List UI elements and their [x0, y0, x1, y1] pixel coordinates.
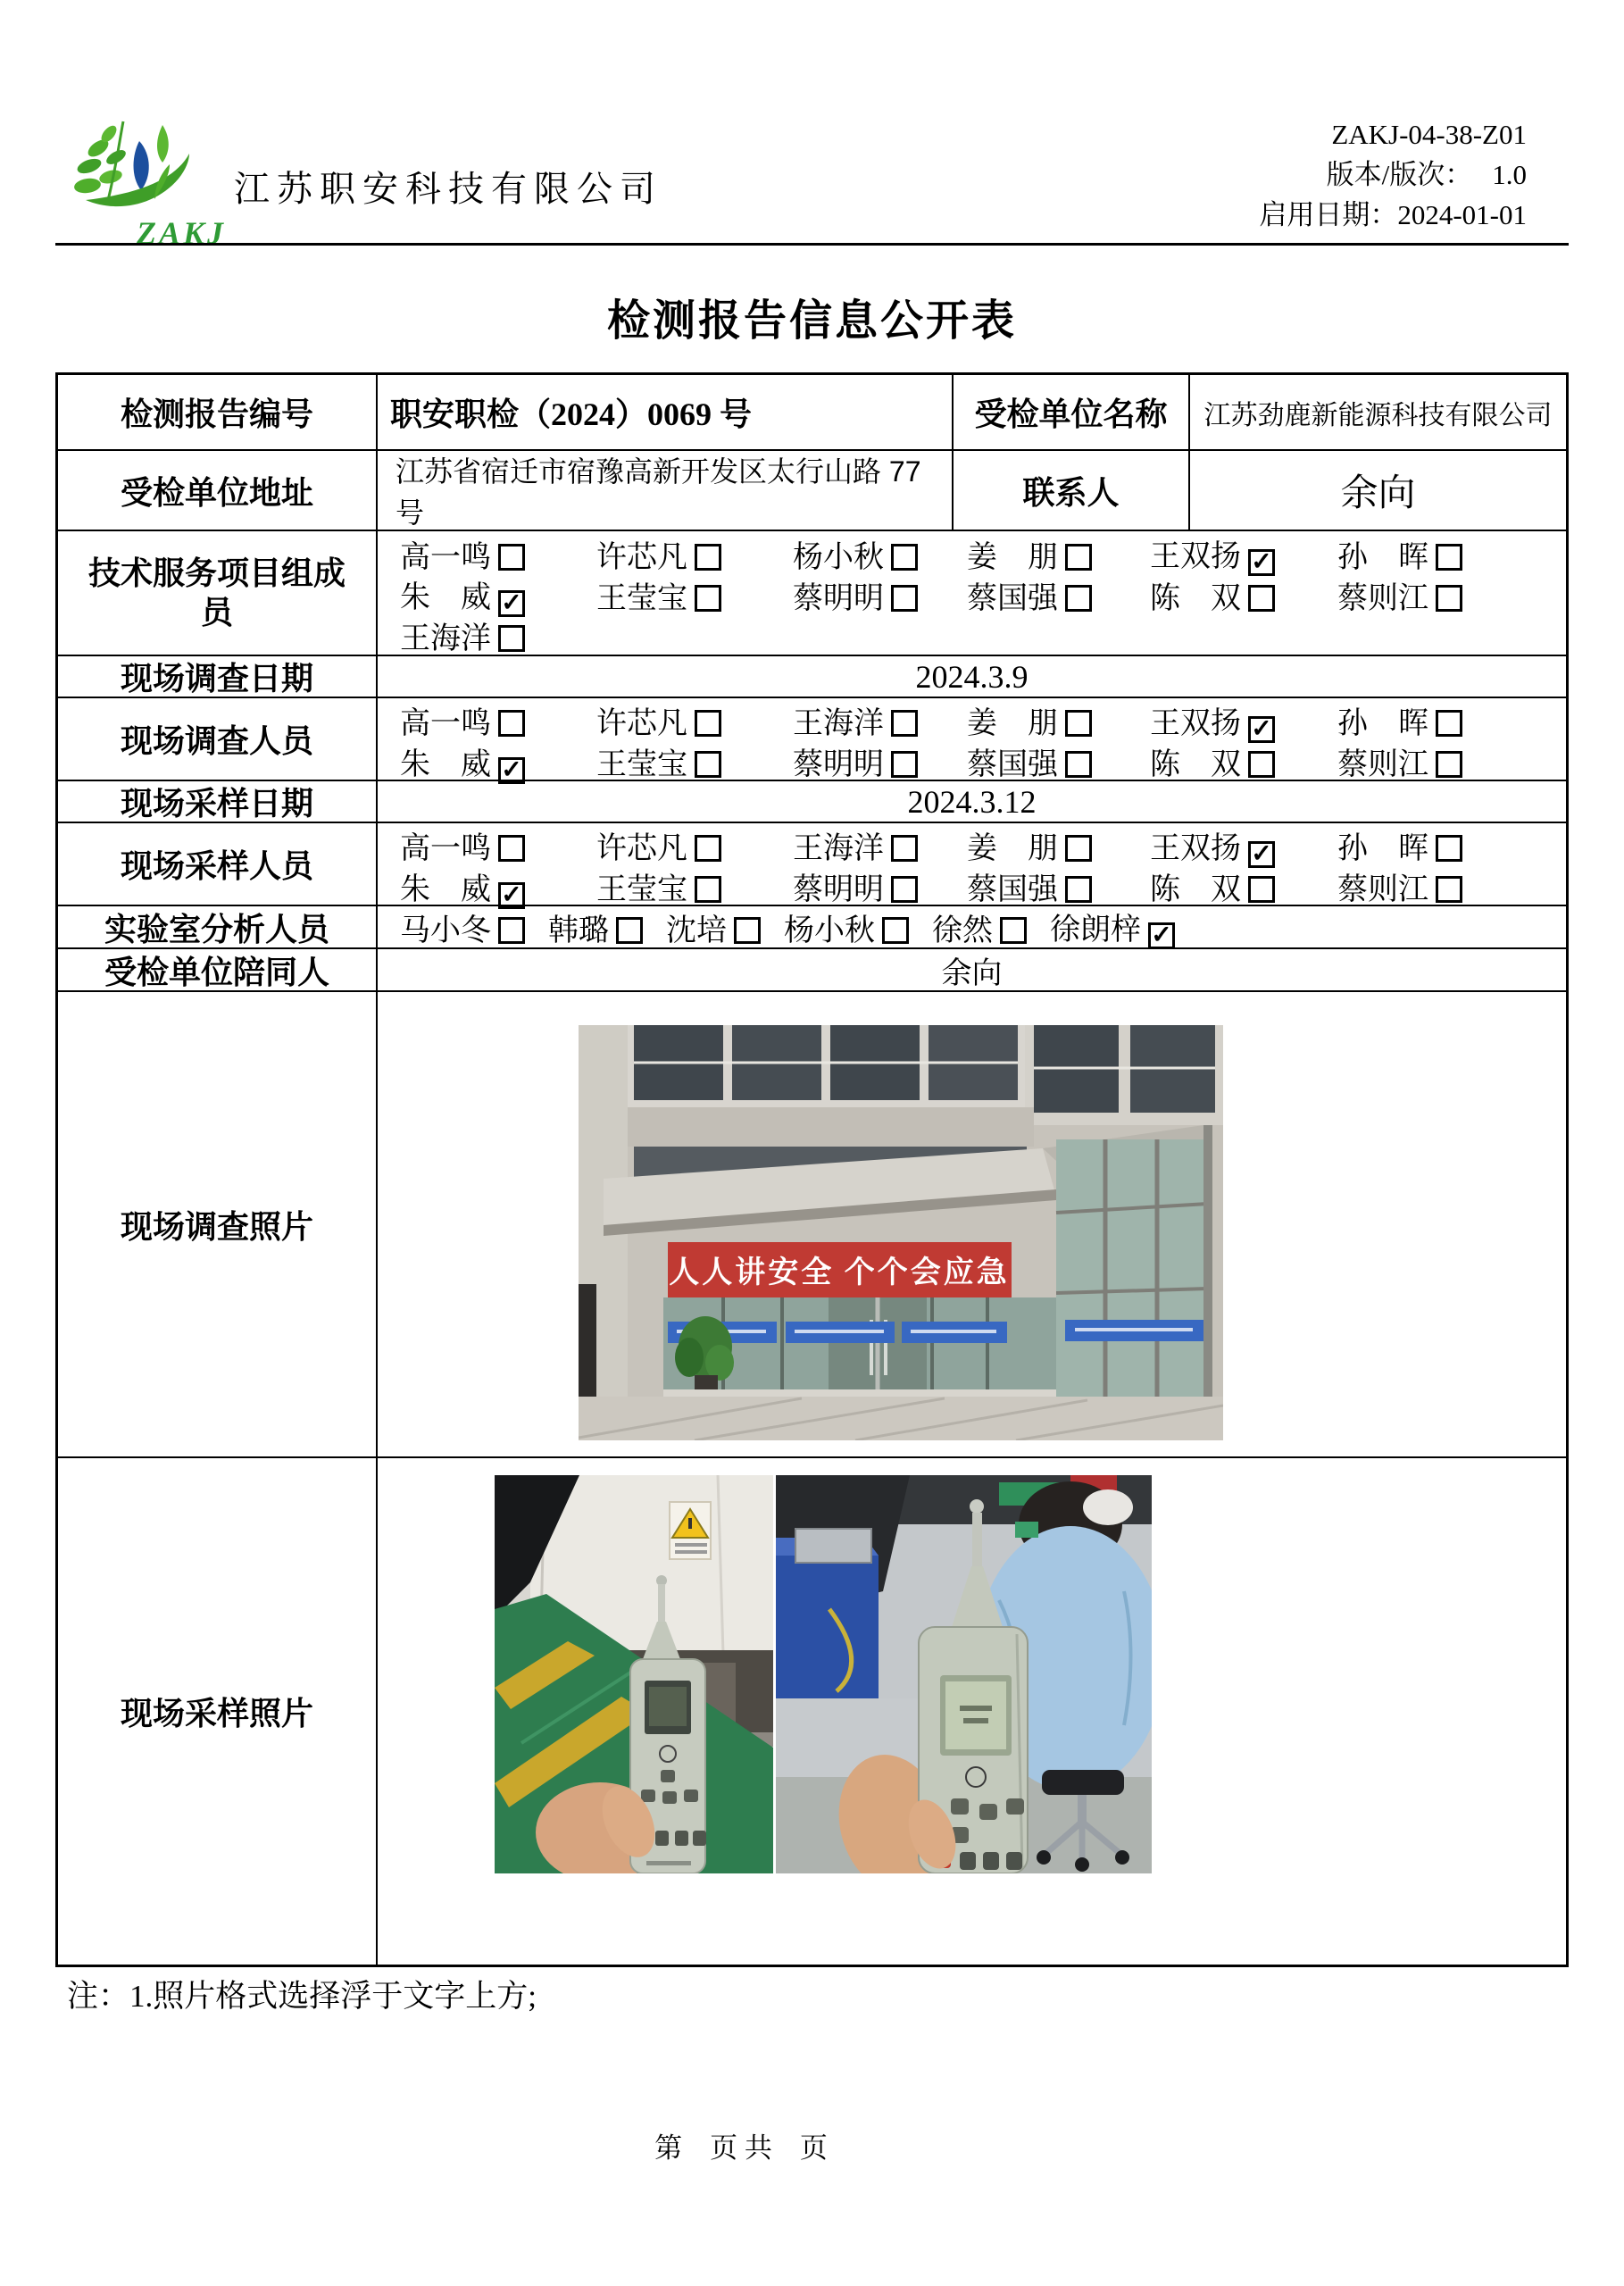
- pavement: [579, 1389, 1223, 1440]
- accompany-label: 受检单位陪同人: [58, 949, 378, 990]
- personnel-name: 王莹宝: [596, 748, 687, 781]
- accompany-value: 余向: [941, 956, 1003, 990]
- personnel-option: [1337, 532, 1566, 576]
- team-members: [378, 531, 1566, 655]
- personnel-name: 王莹宝: [596, 873, 687, 906]
- personnel-name: 孙 晖: [1337, 832, 1428, 865]
- checkbox-checked: ✓: [498, 757, 525, 784]
- personnel-option: [967, 698, 1150, 742]
- survey-photo-cell: [378, 992, 1566, 1456]
- table-row-survey-photo: [58, 990, 1566, 1456]
- personnel-name: 蔡明明: [793, 581, 884, 615]
- table-row-lab-staff: [58, 905, 1566, 947]
- company-name: 江苏职安科技有限公司: [234, 169, 662, 209]
- personnel-name: 杨小秋: [784, 914, 875, 947]
- personnel-name: 沈培: [666, 914, 727, 947]
- checkbox-unchecked: [498, 625, 525, 652]
- personnel-option: [400, 572, 596, 617]
- sampling-photo-cell: [378, 1458, 1566, 1965]
- personnel-option: [1337, 864, 1566, 908]
- personnel-name: 徐朗梓: [1050, 914, 1141, 947]
- version-value: 1.0: [1492, 159, 1527, 190]
- checkbox-unchecked: [498, 710, 525, 737]
- doc-version-line: [982, 154, 1527, 195]
- checkbox-unchecked: [1436, 876, 1462, 903]
- personnel-option: [1150, 823, 1337, 868]
- personnel-line: [378, 698, 1566, 743]
- checkbox-unchecked: [695, 835, 721, 862]
- doc-date-line: [982, 195, 1527, 235]
- personnel-name: 王莹宝: [596, 581, 687, 615]
- personnel-option: [793, 698, 967, 742]
- checkbox-unchecked: [1065, 544, 1092, 571]
- document-codes: [982, 114, 1527, 235]
- personnel-name: 王海洋: [793, 707, 884, 740]
- report-no-value: 职安职检（2024）0069 号: [378, 375, 954, 449]
- person-silhouette: [579, 1284, 596, 1409]
- personnel-name: 朱 威: [400, 581, 491, 614]
- table-row-sampling-staff: [58, 822, 1566, 909]
- personnel-option: [400, 905, 525, 949]
- checkbox-unchecked: [695, 710, 721, 737]
- checkbox-unchecked: [1248, 751, 1275, 778]
- checkbox-unchecked: [1065, 710, 1092, 737]
- personnel-name: 陈 双: [1150, 748, 1241, 781]
- checkbox-checked: ✓: [1248, 841, 1275, 868]
- personnel-name: 韩璐: [548, 914, 609, 947]
- sampling-photo-label: 现场采样照片: [58, 1458, 378, 1965]
- checkbox-unchecked: [1000, 917, 1027, 944]
- personnel-option: [400, 864, 596, 909]
- report-no-label: 检测报告编号: [58, 375, 378, 449]
- contact-value: 余向: [1340, 473, 1416, 514]
- table-row-survey-staff: [58, 697, 1566, 784]
- personnel-name: 姜 朋: [967, 832, 1058, 865]
- checkbox-unchecked: [891, 751, 918, 778]
- checkbox-checked: ✓: [1248, 549, 1275, 576]
- personnel-name: 姜 朋: [967, 707, 1058, 740]
- company-logo: [70, 114, 235, 221]
- checkbox-unchecked: [1436, 585, 1462, 612]
- personnel-name: 马小冬: [400, 914, 491, 947]
- report-info-table: [55, 372, 1569, 1967]
- personnel-option: [596, 573, 793, 617]
- checkbox-unchecked: [695, 876, 721, 903]
- personnel-name: 朱 威: [400, 872, 491, 906]
- table-row-sampling-photo: [58, 1456, 1566, 1965]
- personnel-name: 许芯凡: [596, 540, 687, 574]
- personnel-option: [967, 573, 1150, 617]
- survey-date-value: 2024.3.9: [915, 658, 1029, 695]
- page-title: 检测报告信息公开表: [606, 297, 1017, 345]
- blue-machine: [776, 1529, 879, 1698]
- personnel-option: [967, 739, 1150, 783]
- survey-photo-label: 现场调查照片: [58, 992, 378, 1456]
- table-row-team: [58, 530, 1566, 655]
- personnel-option: [932, 905, 1027, 949]
- glass-annex: [1043, 1125, 1212, 1398]
- personnel-option: [967, 532, 1150, 576]
- survey-staff-label: 现场调查人员: [58, 698, 378, 780]
- safety-banner: [668, 1242, 1012, 1297]
- checkbox-unchecked: [498, 544, 525, 571]
- personnel-option: [793, 864, 967, 908]
- checkbox-unchecked: [498, 917, 525, 944]
- personnel-option: [1337, 573, 1566, 617]
- personnel-option: [596, 532, 793, 576]
- personnel-name: 许芯凡: [596, 707, 687, 740]
- checkbox-unchecked: [1436, 835, 1462, 862]
- checkbox-unchecked: [882, 917, 909, 944]
- checkbox-unchecked: [734, 917, 761, 944]
- checkbox-unchecked: [1436, 751, 1462, 778]
- doc-code: ZAKJ-04-38-Z01: [1331, 119, 1527, 150]
- personnel-name: 许芯凡: [596, 832, 687, 865]
- checkbox-unchecked: [695, 751, 721, 778]
- personnel-option: [400, 698, 596, 742]
- checkbox-unchecked: [1248, 876, 1275, 903]
- personnel-option: [793, 823, 967, 867]
- sampling-staff-members: [378, 823, 1566, 909]
- personnel-option: [1050, 905, 1175, 949]
- personnel-name: 王双扬: [1150, 540, 1241, 573]
- survey-photo-building-entrance: [579, 1025, 1223, 1440]
- checkbox-unchecked: [1248, 585, 1275, 612]
- personnel-line: [378, 739, 1566, 784]
- personnel-option: [1150, 698, 1337, 743]
- checkbox-unchecked: [891, 544, 918, 571]
- personnel-name: 王海洋: [400, 622, 491, 655]
- personnel-name: 蔡则江: [1337, 581, 1428, 615]
- personnel-option: [1150, 864, 1337, 908]
- personnel-name: 蔡明明: [793, 748, 884, 781]
- personnel-name: 蔡则江: [1337, 748, 1428, 781]
- checkbox-unchecked: [891, 876, 918, 903]
- checkbox-unchecked: [695, 585, 721, 612]
- personnel-name: 高一鸣: [400, 540, 491, 574]
- personnel-name: 蔡国强: [967, 581, 1058, 615]
- personnel-name: 蔡明明: [793, 873, 884, 906]
- personnel-name: 蔡则江: [1337, 873, 1428, 906]
- personnel-option: [967, 823, 1150, 867]
- sampling-date-value: 2024.3.12: [907, 783, 1037, 820]
- checkbox-unchecked: [1065, 585, 1092, 612]
- address-value: 江苏省宿迁市宿豫高新开发区太行山路 77 号: [378, 451, 954, 530]
- checkbox-unchecked: [891, 710, 918, 737]
- checkbox-unchecked: [695, 544, 721, 571]
- personnel-option: [793, 739, 967, 783]
- personnel-name: 朱 威: [400, 747, 491, 781]
- personnel-line: [378, 906, 1566, 947]
- personnel-option: [400, 739, 596, 784]
- personnel-name: 陈 双: [1150, 581, 1241, 615]
- personnel-name: 王双扬: [1150, 706, 1241, 740]
- table-row-sampling-date: [58, 780, 1566, 822]
- checkbox-checked: ✓: [498, 590, 525, 617]
- lab-staff-members: [378, 906, 1566, 947]
- personnel-option: [967, 864, 1150, 908]
- personnel-name: 高一鸣: [400, 832, 491, 865]
- personnel-option: [1337, 823, 1566, 867]
- checkbox-unchecked: [1065, 876, 1092, 903]
- personnel-name: 王海洋: [793, 832, 884, 865]
- checkbox-unchecked: [1065, 751, 1092, 778]
- svg-text:人人讲安全 个个会应急: 人人讲安全 个个会应急: [669, 1256, 1010, 1289]
- date-value: 2024-01-01: [1397, 199, 1527, 230]
- personnel-line: [378, 572, 1566, 617]
- personnel-name: 徐然: [932, 914, 993, 947]
- personnel-option: [666, 905, 761, 949]
- personnel-option: [548, 905, 643, 949]
- checkbox-checked: ✓: [1148, 922, 1175, 949]
- personnel-line: [378, 823, 1566, 868]
- personnel-option: [1337, 739, 1566, 783]
- survey-date-label: 现场调查日期: [58, 656, 378, 697]
- address-label: 受检单位地址: [58, 451, 378, 530]
- checkbox-unchecked: [1436, 544, 1462, 571]
- checkbox-unchecked: [1065, 835, 1092, 862]
- sampling-photo-machine-meter: [495, 1475, 773, 1873]
- personnel-name: 孙 晖: [1337, 707, 1428, 740]
- personnel-name: 姜 朋: [967, 540, 1058, 574]
- unit-name-label: 受检单位名称: [954, 375, 1190, 449]
- table-row-report-no: [58, 375, 1566, 449]
- personnel-name: 蔡国强: [967, 873, 1058, 906]
- personnel-option: [400, 823, 596, 867]
- survey-staff-members: [378, 698, 1566, 784]
- checkbox-unchecked: [1436, 710, 1462, 737]
- footnote: 注：1.照片格式选择浮于文字上方;: [67, 1979, 537, 2014]
- unit-name-value: 江苏劲鹿新能源科技有限公司: [1203, 400, 1553, 430]
- personnel-option: [1337, 698, 1566, 742]
- personnel-option: [1150, 531, 1337, 576]
- personnel-option: [596, 823, 793, 867]
- personnel-name: 杨小秋: [793, 540, 884, 574]
- personnel-option: [784, 905, 909, 949]
- checkbox-checked: ✓: [498, 882, 525, 909]
- door-sign-strips: [668, 1320, 1203, 1343]
- personnel-option: [400, 532, 596, 576]
- personnel-name: 陈 双: [1150, 873, 1241, 906]
- table-row-survey-date: [58, 655, 1566, 697]
- personnel-option: [1150, 739, 1337, 783]
- sampling-date-label: 现场采样日期: [58, 781, 378, 822]
- contact-label: 联系人: [954, 451, 1190, 530]
- table-row-address: [58, 449, 1566, 530]
- team-label: 技术服务项目组成员: [58, 531, 378, 655]
- version-label: 版本/版次：: [1326, 159, 1473, 190]
- personnel-option: [596, 739, 793, 783]
- header-divider: [55, 243, 1569, 246]
- personnel-option: [793, 532, 967, 576]
- personnel-line: [378, 531, 1566, 576]
- personnel-line: [378, 864, 1566, 909]
- personnel-option: [400, 613, 596, 657]
- logo-text: ZAKJ: [136, 215, 226, 251]
- personnel-option: [1150, 573, 1337, 617]
- personnel-name: 王双扬: [1150, 831, 1241, 865]
- personnel-line: [378, 613, 1566, 655]
- lab-staff-label: 实验室分析人员: [58, 906, 378, 947]
- checkbox-unchecked: [891, 585, 918, 612]
- table-row-accompany: [58, 947, 1566, 990]
- personnel-name: 孙 晖: [1337, 540, 1428, 574]
- personnel-option: [793, 573, 967, 617]
- checkbox-unchecked: [616, 917, 643, 944]
- checkbox-checked: ✓: [1248, 716, 1275, 743]
- page-number-line: 第 页 共 页: [654, 2132, 828, 2164]
- date-label: 启用日期：: [1259, 199, 1398, 230]
- logo-graphic: [70, 114, 235, 221]
- checkbox-unchecked: [498, 835, 525, 862]
- sampling-photo-worker-meter: [776, 1475, 1152, 1873]
- personnel-option: [596, 864, 793, 908]
- personnel-name: 蔡国强: [967, 748, 1058, 781]
- personnel-name: 高一鸣: [400, 707, 491, 740]
- checkbox-unchecked: [891, 835, 918, 862]
- sampling-staff-label: 现场采样人员: [58, 823, 378, 905]
- personnel-option: [596, 698, 793, 742]
